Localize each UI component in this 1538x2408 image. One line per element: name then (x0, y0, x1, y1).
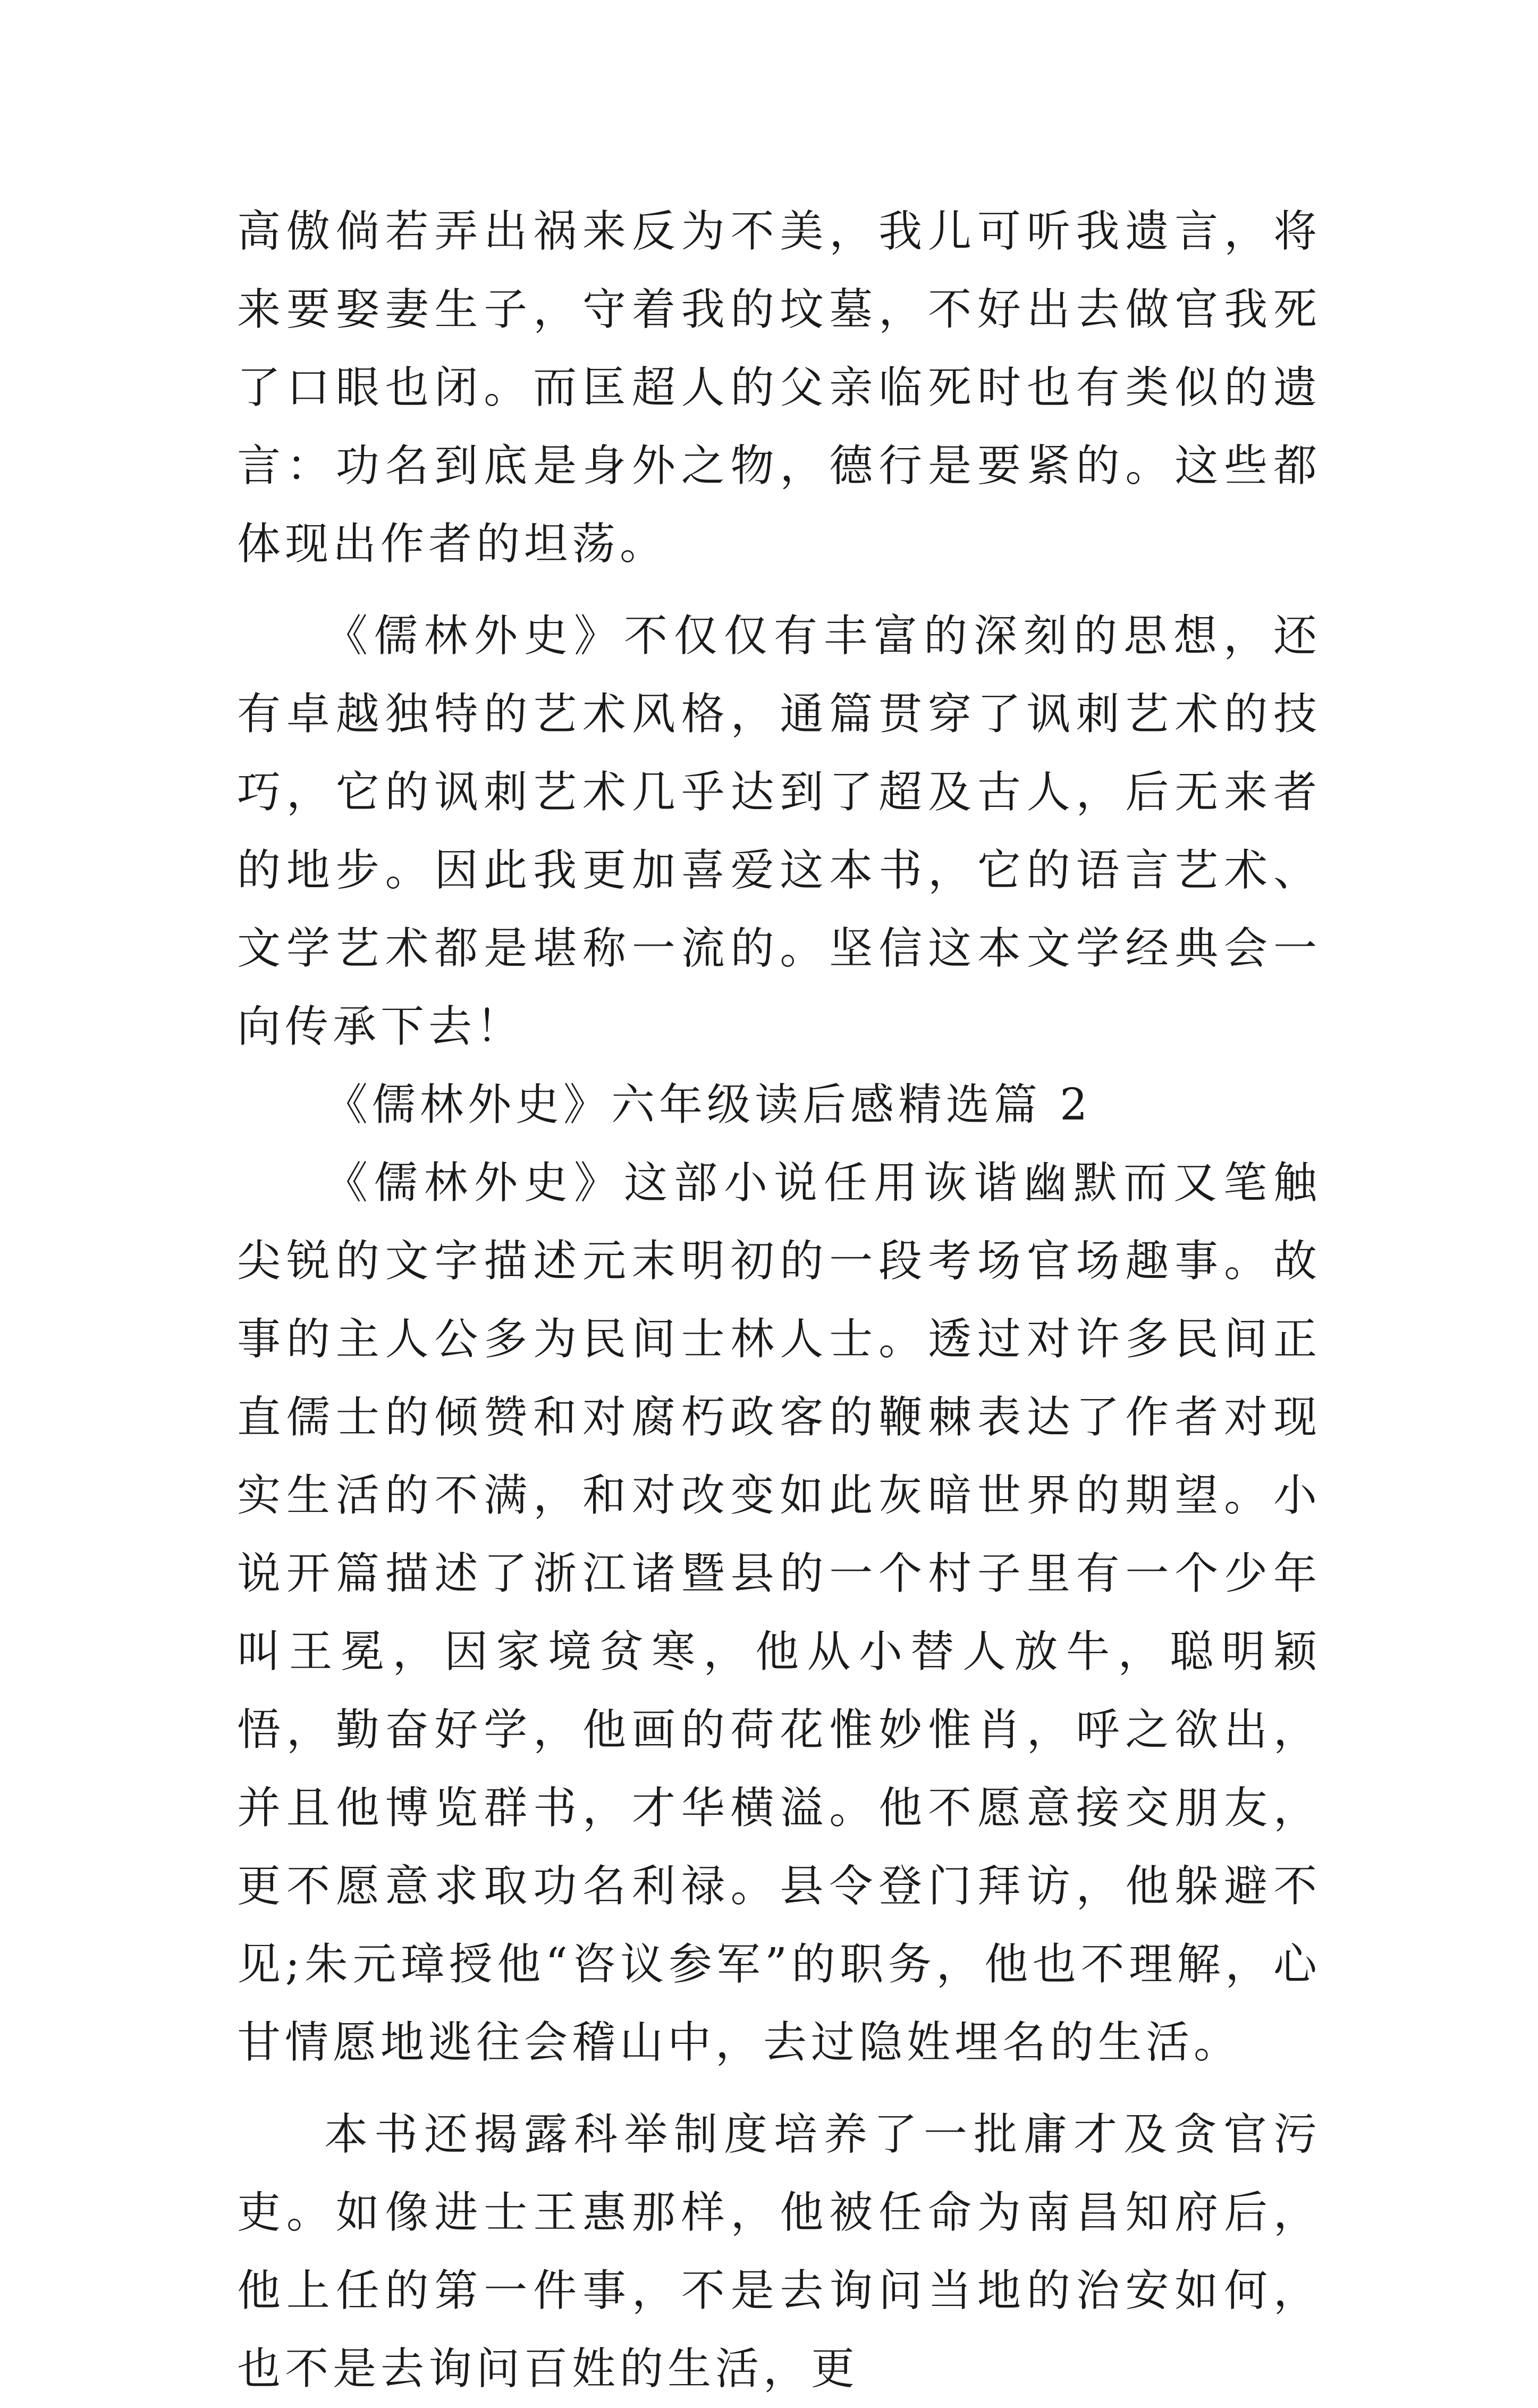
section-heading: 《儒林外史》六年级读后感精选篇 2 (324, 1080, 1092, 1130)
paragraph-2: 《儒林外史》不仅仅有丰富的深刻的思想，还有卓越独特的艺术风格，通篇贯穿了讽刺艺术的技巧，它的讽刺艺术几乎达到了超及古人，后无来者的地步。因此我更加喜爱这本书，它的语言艺术、文学艺术都是堪称一流的。坚信这本文学经典会一向传承下去！ (237, 611, 1321, 1052)
paragraph-3: 《儒林外史》这部小说任用诙谐幽默而又笔触尖锐的文字描述元末明初的一段考场官场趣事。故事的主人公多为民间士林人士。透过对许多民间正直儒士的倾赞和对腐朽政客的鞭棘表达了作者对现实生活的不满，和对改变如此灰暗世界的期望。小说开篇描述了浙江诸暨县的一个村子里有一个少年叫王冕，因家境贫寒，他从小替人放牛，聪明颖悟，勤奋好学，他画的荷花惟妙惟肖，呼之欲出，并且他博览群书，才华横溢。他不愿意接交朋友，更不愿意求取功名利禄。县令登门拜访，他躲避不见;朱元璋授他“咨议参军”的职务，他也不理解，心甘情愿地逃往会稽山中，去过隐姓埋名的生活。 (237, 1158, 1321, 2068)
paragraph-1: 高傲倘若弄出祸来反为不美，我儿可听我遗言，将来要娶妻生子，守着我的坟墓，不好出去做官我死了口眼也闭。而匡超人的父亲临死时也有类似的遗言：功名到底是身外之物，德行是要紧的。这些都体现出作者的坦荡。 (237, 206, 1321, 569)
paragraph-4: 本书还揭露科举制度培养了一批庸才及贪官污吏。如像进士王惠那样，他被任命为南昌知府后，他上任的第一件事，不是去询问当地的治安如何，也不是去询问百姓的生活，更 (237, 2109, 1321, 2394)
body-text (237, 192, 1321, 2408)
